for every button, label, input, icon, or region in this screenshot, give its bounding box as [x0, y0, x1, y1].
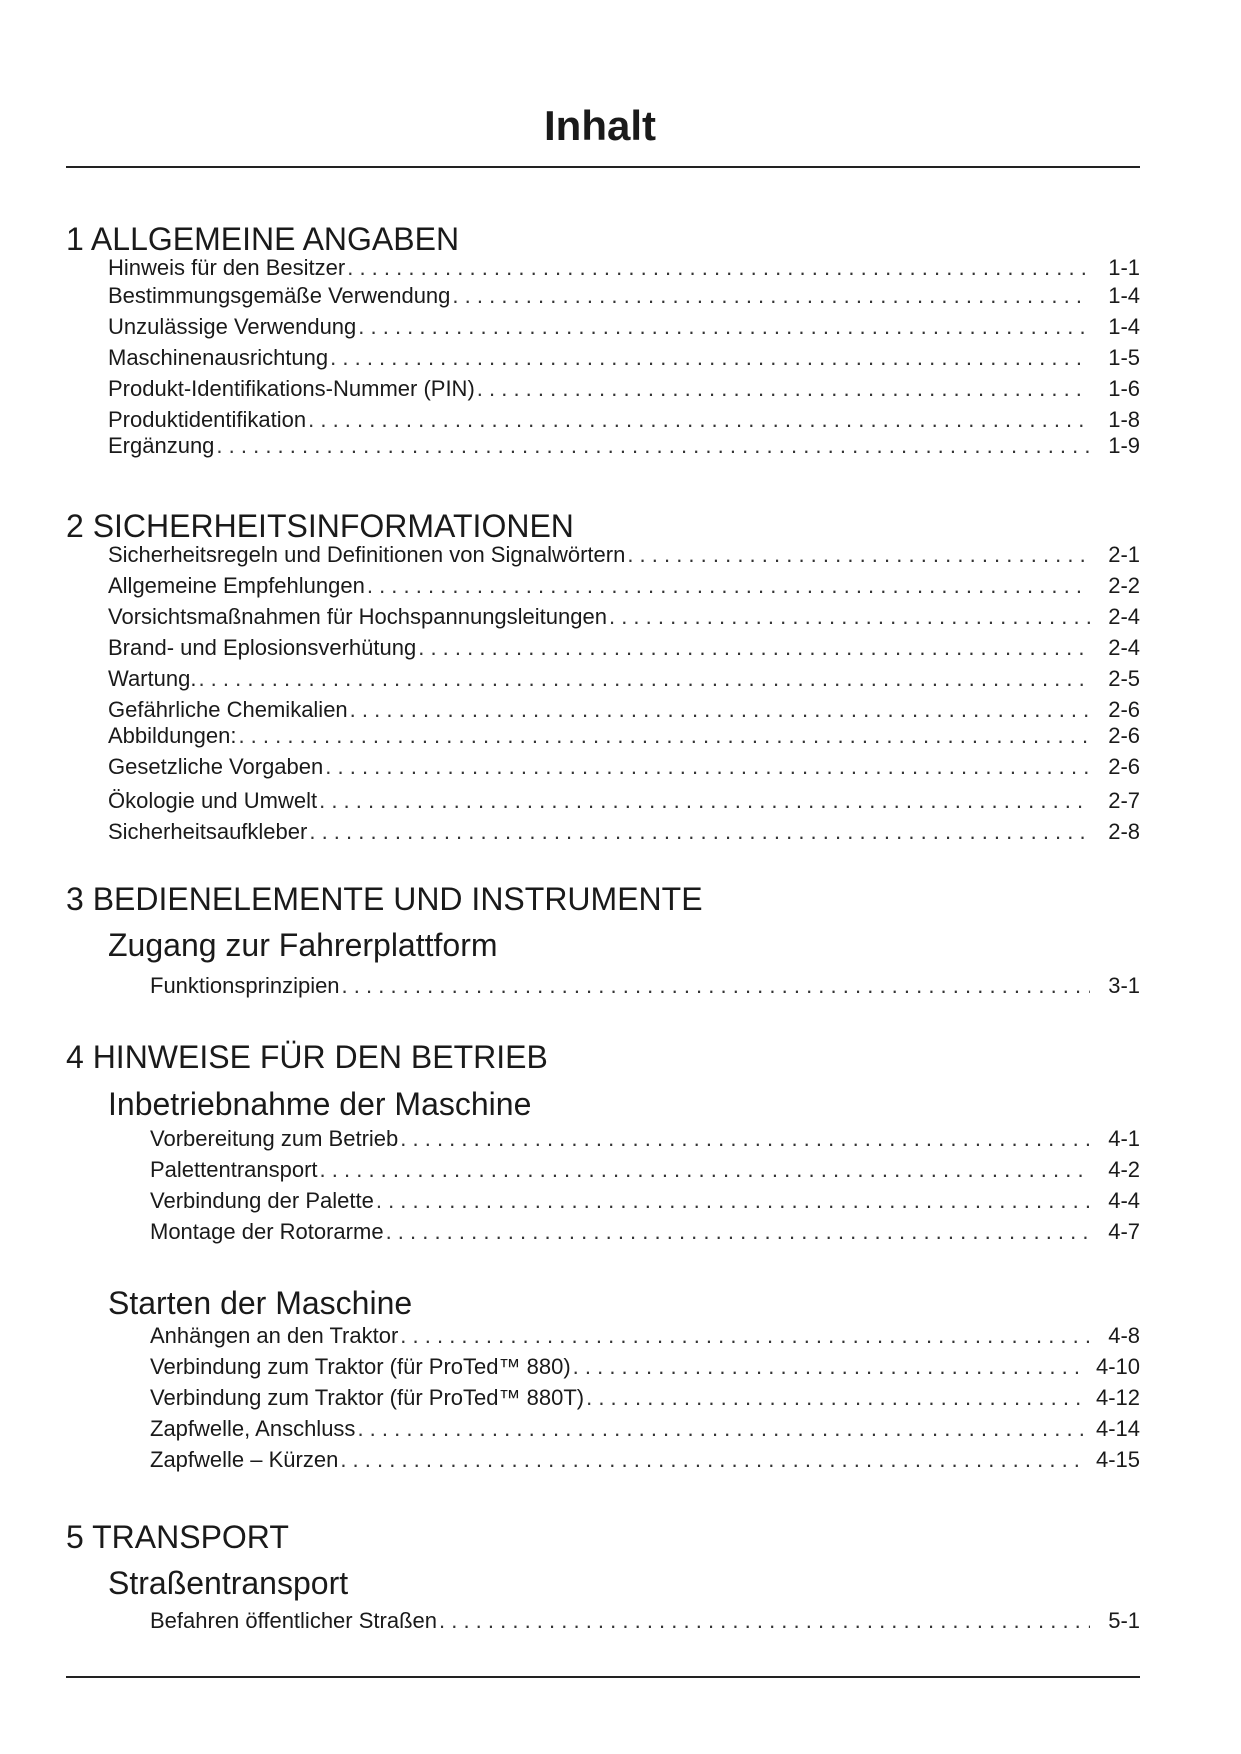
- toc-entry[interactable]: [150, 1187, 1140, 1215]
- toc-entry-page: 4-12: [1095, 1385, 1140, 1410]
- toc-entry-page: 2-4: [1108, 604, 1140, 629]
- toc-entry-page: 2-8: [1108, 819, 1140, 844]
- toc-entry[interactable]: [108, 665, 1140, 693]
- dot-leader: [573, 1353, 1086, 1381]
- toc-entry[interactable]: [108, 603, 1140, 631]
- toc-entry-page: 1-1: [1108, 255, 1140, 280]
- toc-entry-label: Produktidentifikation: [108, 407, 307, 432]
- dot-leader: [627, 541, 1090, 569]
- chapter-heading: 3 BEDIENELEMENTE UND INSTRUMENTE: [66, 881, 703, 917]
- toc-entry-label: Brand- und Eplosionsverhütung: [108, 635, 417, 660]
- bottom-divider: [66, 1676, 1140, 1678]
- toc-entry-page: 2-7: [1108, 788, 1140, 813]
- toc-entry-label: Bestimmungsgemäße Verwendung: [108, 283, 451, 308]
- toc-entry-page: 2-6: [1108, 697, 1140, 722]
- toc-entry-label: Zapfwelle, Anschluss: [150, 1416, 356, 1441]
- dot-leader: [376, 1187, 1090, 1215]
- toc-entry-page: 4-2: [1108, 1157, 1140, 1182]
- toc-entry-page: 1-6: [1108, 376, 1140, 401]
- toc-entry-page: 4-8: [1108, 1323, 1140, 1348]
- toc-entry-label: Sicherheitsregeln und Definitionen von Signalwörtern: [108, 542, 626, 567]
- dot-leader: [238, 722, 1090, 750]
- dot-leader: [309, 818, 1090, 846]
- toc-entry[interactable]: [108, 344, 1140, 372]
- dot-leader: [609, 603, 1090, 631]
- page-title: Inhalt: [544, 102, 656, 149]
- toc-entry-page: 4-7: [1108, 1219, 1140, 1244]
- toc-entry-label: Gefährliche Chemikalien: [108, 697, 348, 722]
- toc-entry-page: 1-8: [1108, 407, 1140, 432]
- chapter-heading: 4 HINWEISE FÜR DEN BETRIEB: [66, 1039, 548, 1075]
- toc-entry-label: Verbindung zum Traktor (für ProTed™ 880): [150, 1354, 571, 1379]
- toc-entry[interactable]: [108, 753, 1140, 781]
- dot-leader: [357, 1415, 1086, 1443]
- dot-leader: [330, 344, 1090, 372]
- toc-entry[interactable]: [108, 375, 1140, 403]
- toc-entry-page: 2-2: [1108, 573, 1140, 598]
- dot-leader: [452, 282, 1090, 310]
- toc-entry-page: 4-1: [1108, 1126, 1140, 1151]
- toc-entry[interactable]: [150, 1125, 1140, 1153]
- toc-entry-label: Allgemeine Empfehlungen: [108, 573, 365, 598]
- dot-leader: [347, 254, 1090, 282]
- dot-leader: [340, 1446, 1086, 1474]
- dot-leader: [350, 696, 1090, 724]
- toc-entry-label: Verbindung zum Traktor (für ProTed™ 880T): [150, 1385, 585, 1410]
- toc-entry-label: Palettentransport: [150, 1157, 318, 1182]
- dot-leader: [400, 1125, 1090, 1153]
- dot-leader: [367, 572, 1090, 600]
- toc-entry-page: 4-4: [1108, 1188, 1140, 1213]
- chapter-heading: 5 TRANSPORT: [66, 1519, 289, 1555]
- chapter-heading: 1 ALLGEMEINE ANGABEN: [66, 221, 460, 257]
- toc-entry[interactable]: [108, 432, 1140, 460]
- toc-entry-page: 1-4: [1108, 314, 1140, 339]
- toc-entry[interactable]: [150, 1156, 1140, 1184]
- toc-entry-page: 1-4: [1108, 283, 1140, 308]
- toc-entry-label: Hinweis für den Besitzer: [108, 255, 346, 280]
- toc-entry[interactable]: [108, 541, 1140, 569]
- toc-entry-page: 3-1: [1108, 973, 1140, 998]
- subsection-heading: Zugang zur Fahrerplattform: [108, 927, 498, 963]
- dot-leader: [325, 753, 1090, 781]
- subsection-heading: Inbetriebnahme der Maschine: [108, 1086, 532, 1122]
- toc-entry-label: Vorsichtsmaßnahmen für Hochspannungsleitungen: [108, 604, 607, 629]
- dot-leader: [400, 1322, 1090, 1350]
- toc-entry-page: 5-1: [1108, 1608, 1140, 1633]
- toc-entry[interactable]: [108, 787, 1140, 815]
- toc-entry-label: Funktionsprinzipien: [150, 973, 340, 998]
- toc-entry-label: Gesetzliche Vorgaben: [108, 754, 324, 779]
- dot-leader: [342, 972, 1090, 1000]
- toc-entry-label: Wartung.: [108, 666, 197, 691]
- toc-entry[interactable]: [150, 1322, 1140, 1350]
- dot-leader: [319, 787, 1090, 815]
- toc-entry-page: 2-5: [1108, 666, 1140, 691]
- toc-entry[interactable]: [150, 1607, 1140, 1635]
- toc-entry[interactable]: [108, 722, 1140, 750]
- toc-entry-label: Ergänzung: [108, 433, 215, 458]
- dot-leader: [198, 665, 1090, 693]
- toc-entry-page: 2-1: [1108, 542, 1140, 567]
- toc-entry[interactable]: [108, 313, 1140, 341]
- toc-entry-label: Produkt-Identifikations-Nummer (PIN): [108, 376, 475, 401]
- toc-entry[interactable]: [150, 972, 1140, 1000]
- toc-entry[interactable]: [108, 282, 1140, 310]
- toc-entry[interactable]: [150, 1415, 1140, 1443]
- toc-entry[interactable]: [108, 254, 1140, 282]
- toc-entry-label: Unzulässige Verwendung: [108, 314, 357, 339]
- toc-entry-label: Zapfwelle – Kürzen: [150, 1447, 339, 1472]
- toc-entry-label: Vorbereitung zum Betrieb: [150, 1126, 399, 1151]
- toc-entry[interactable]: [108, 696, 1140, 724]
- toc-entry[interactable]: [108, 406, 1140, 434]
- dot-leader: [308, 406, 1090, 434]
- toc-entry-page: 1-5: [1108, 345, 1140, 370]
- toc-entry[interactable]: [150, 1353, 1140, 1381]
- chapter-heading: 2 SICHERHEITSINFORMATIONEN: [66, 508, 574, 544]
- toc-entry-page: 4-10: [1095, 1354, 1140, 1379]
- toc-entry-page: 2-6: [1108, 723, 1140, 748]
- toc-entry[interactable]: [108, 634, 1140, 662]
- toc-entry-label: Abbildungen:: [108, 723, 237, 748]
- top-divider: [66, 166, 1140, 168]
- dot-leader: [439, 1607, 1090, 1635]
- toc-entry-page: 2-6: [1108, 754, 1140, 779]
- toc-entry[interactable]: [150, 1446, 1140, 1474]
- toc-entry-label: Verbindung der Palette: [150, 1188, 374, 1213]
- toc-entry[interactable]: [150, 1218, 1140, 1246]
- toc-entry[interactable]: [108, 818, 1140, 846]
- dot-leader: [418, 634, 1090, 662]
- dot-leader: [386, 1218, 1090, 1246]
- dot-leader: [358, 313, 1090, 341]
- dot-leader: [216, 432, 1090, 460]
- toc-entry-label: Sicherheitsaufkleber: [108, 819, 308, 844]
- dot-leader: [320, 1156, 1090, 1184]
- subsection-heading: Straßentransport: [108, 1565, 349, 1601]
- dot-leader: [586, 1384, 1086, 1412]
- toc-entry-label: Anhängen an den Traktor: [150, 1323, 399, 1348]
- dot-leader: [477, 375, 1090, 403]
- subsection-heading: Starten der Maschine: [108, 1285, 413, 1321]
- toc-entry-label: Befahren öffentlicher Straßen: [150, 1608, 437, 1633]
- toc-entry[interactable]: [150, 1384, 1140, 1412]
- toc-entry-label: Ökologie und Umwelt: [108, 788, 318, 813]
- toc-entry-label: Montage der Rotorarme: [150, 1219, 384, 1244]
- toc-entry-page: 1-9: [1108, 433, 1140, 458]
- toc-entry-page: 4-14: [1095, 1416, 1140, 1441]
- toc-entry-page: 2-4: [1108, 635, 1140, 660]
- toc-entry[interactable]: [108, 572, 1140, 600]
- toc-entry-label: Maschinenausrichtung: [108, 345, 329, 370]
- toc-entry-page: 4-15: [1095, 1447, 1140, 1472]
